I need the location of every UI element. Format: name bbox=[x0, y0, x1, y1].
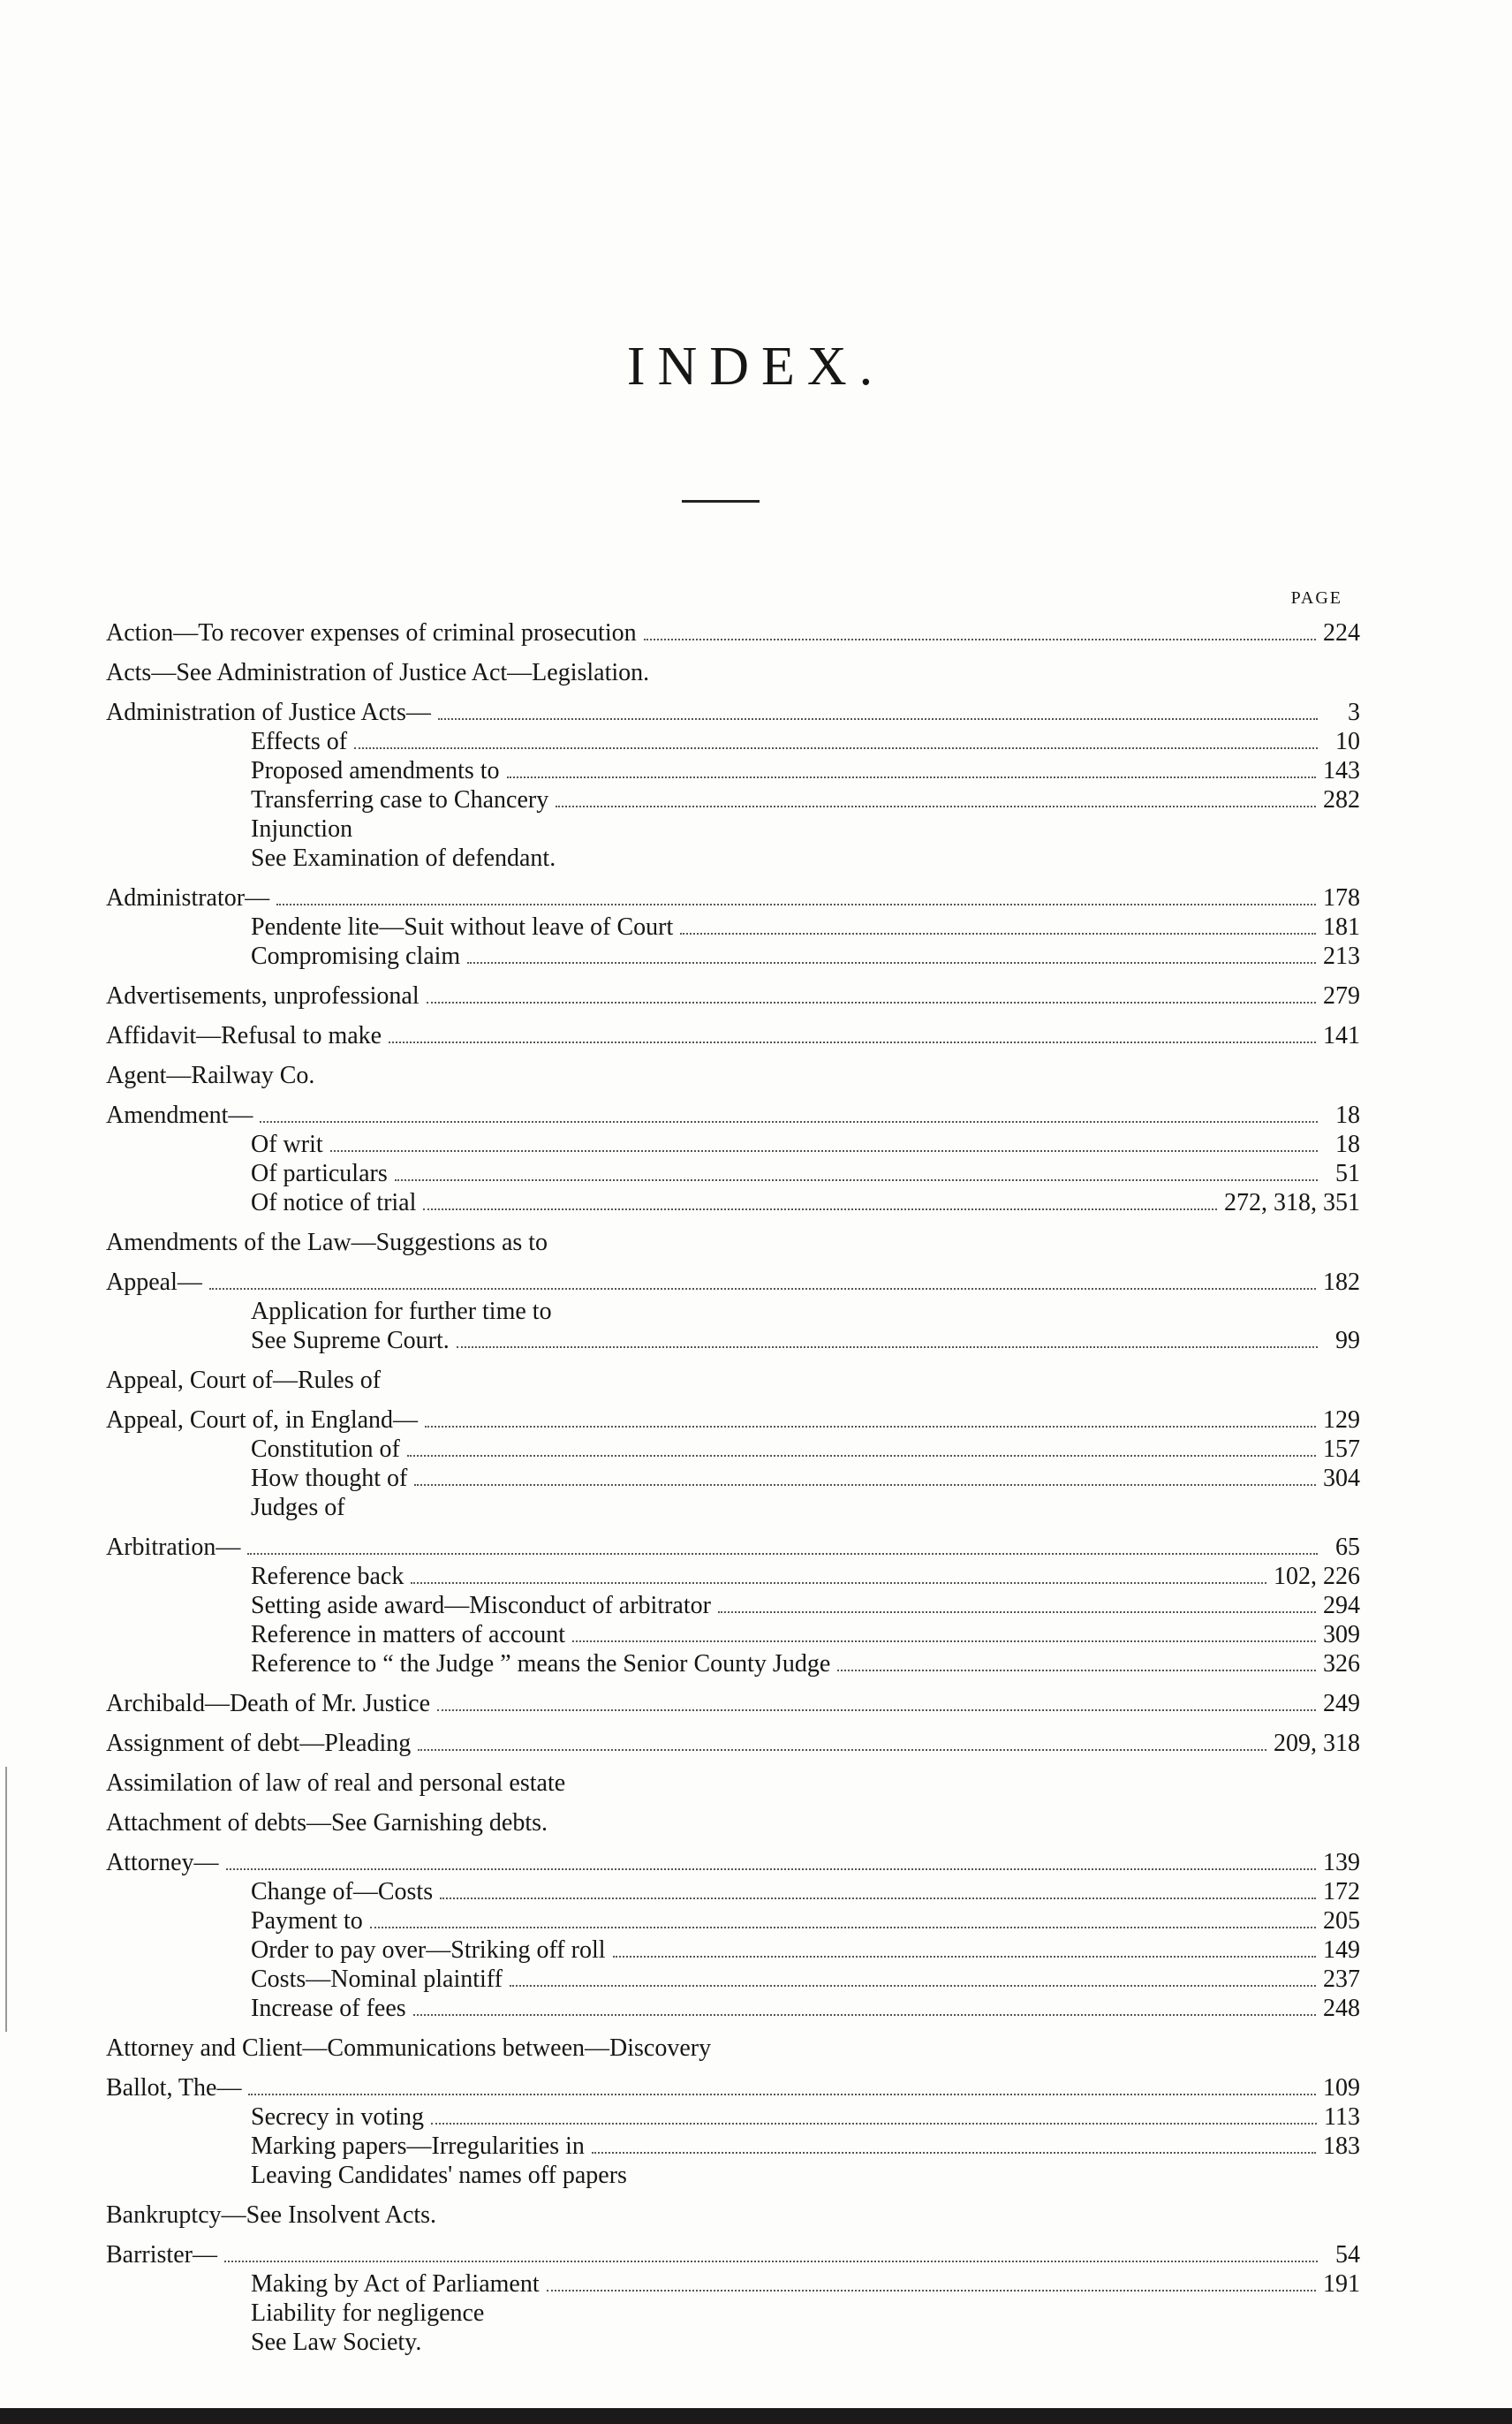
dot-leader bbox=[247, 1553, 1318, 1555]
index-entry-pages: 249 bbox=[1323, 1690, 1360, 1717]
index-entry bbox=[106, 883, 1360, 913]
index-entry bbox=[106, 2201, 1360, 2230]
index-entry-text: Attorney— bbox=[106, 1849, 219, 1876]
index-entry-text: Order to pay over—Striking off roll bbox=[251, 1936, 606, 1964]
index-entry-text: Appeal, Court of, in England— bbox=[106, 1406, 419, 1434]
index-entry bbox=[106, 1405, 1360, 1435]
dot-leader bbox=[414, 1484, 1316, 1486]
index-entry bbox=[106, 2269, 1360, 2299]
index-entry-text: Assignment of debt—Pleading bbox=[106, 1730, 412, 1757]
dot-leader bbox=[427, 1002, 1316, 1004]
index-entry bbox=[106, 756, 1360, 785]
dot-leader bbox=[592, 2152, 1316, 2154]
index-entry-text: Secrecy in voting bbox=[251, 2103, 424, 2131]
index-entry-pages: 178 bbox=[1323, 884, 1360, 912]
index-entry bbox=[106, 1021, 1360, 1050]
index-entry bbox=[106, 2328, 1360, 2357]
index-entry-text: Barrister— bbox=[106, 2241, 217, 2269]
index-entry-pages: 181 bbox=[1323, 913, 1360, 941]
dot-leader bbox=[224, 2261, 1318, 2262]
index-entry-text: Advertisements, unprofessional bbox=[106, 982, 420, 1010]
index-entry-pages: 248 bbox=[1323, 1995, 1360, 2022]
index-entry-pages: 294 bbox=[1323, 1592, 1360, 1619]
dot-leader bbox=[425, 1426, 1316, 1428]
index-entry-text: Attorney and Client—Communications between—Discovery bbox=[106, 2034, 712, 2062]
index-entry bbox=[106, 1101, 1360, 1130]
dot-leader bbox=[413, 2014, 1316, 2016]
dot-leader bbox=[226, 1868, 1316, 1870]
dot-leader bbox=[260, 1121, 1318, 1123]
index-entry bbox=[106, 1061, 1360, 1090]
index-entry bbox=[106, 2102, 1360, 2132]
index-entry-pages: 213 bbox=[1323, 943, 1360, 970]
dot-leader bbox=[718, 1611, 1316, 1613]
index-entry-pages: 304 bbox=[1323, 1465, 1360, 1492]
index-entry-text: Pendente lite—Suit without leave of Court bbox=[251, 913, 674, 941]
index-entry bbox=[106, 1297, 1360, 1326]
index-entry bbox=[106, 1435, 1360, 1464]
index-entry-pages: 282 bbox=[1323, 786, 1360, 814]
index-entry bbox=[106, 1188, 1360, 1217]
index-entry-pages: 149 bbox=[1323, 1936, 1360, 1964]
index-entry bbox=[106, 658, 1360, 687]
index-entry-text: Change of—Costs bbox=[251, 1878, 434, 1905]
index-entry bbox=[106, 1228, 1360, 1257]
index-entry-text: Reference to “ the Judge ” means the Senior County Judge bbox=[251, 1650, 831, 1678]
index-entry-text: Administrator— bbox=[106, 884, 270, 912]
index-entry-pages: 279 bbox=[1323, 982, 1360, 1010]
dot-leader bbox=[407, 1455, 1316, 1457]
index-entry-pages: 191 bbox=[1323, 2270, 1360, 2298]
index-entry-text: See Law Society. bbox=[251, 2329, 422, 2356]
dot-leader bbox=[572, 1640, 1316, 1642]
index-entry-text: Of notice of trial bbox=[251, 1189, 417, 1216]
dot-leader bbox=[467, 962, 1316, 964]
index-entry-text: How thought of bbox=[251, 1465, 408, 1492]
index-entry bbox=[106, 727, 1360, 756]
index-entry-text: Proposed amendments to bbox=[251, 757, 500, 784]
index-entry-text: Reference in matters of account bbox=[251, 1621, 566, 1648]
index-entry-text: Appeal, Court of—Rules of bbox=[106, 1367, 382, 1394]
index-entry bbox=[106, 1326, 1360, 1355]
index-entry-pages: 309 bbox=[1323, 1621, 1360, 1648]
dot-leader bbox=[395, 1179, 1318, 1181]
index-entry bbox=[106, 1562, 1360, 1591]
index-entry bbox=[106, 1268, 1360, 1297]
index-entry bbox=[106, 942, 1360, 971]
index-entry-text: Liability for negligence bbox=[251, 2299, 485, 2327]
index-entry-pages: 237 bbox=[1323, 1966, 1360, 1993]
dot-leader bbox=[613, 1956, 1316, 1958]
dot-leader bbox=[370, 1927, 1316, 1928]
index-entry-text: Constitution of bbox=[251, 1435, 400, 1463]
index-entry-text: Archibald—Death of Mr. Justice bbox=[106, 1690, 431, 1717]
index-entry bbox=[106, 1130, 1360, 1159]
index-entry-pages: 3 bbox=[1348, 699, 1360, 726]
index-entry bbox=[106, 1965, 1360, 1994]
index-entry bbox=[106, 1994, 1360, 2023]
index-entry-text: Transferring case to Chancery bbox=[251, 786, 549, 814]
scan-edge-mark bbox=[5, 1767, 7, 2032]
index-entry bbox=[106, 1649, 1360, 1678]
index-entry bbox=[106, 1729, 1360, 1758]
index-entry-pages: 143 bbox=[1323, 757, 1360, 784]
scan-bottom-edge bbox=[0, 2408, 1512, 2424]
index-entry-text: Injunction bbox=[251, 815, 353, 843]
index-entry bbox=[106, 2299, 1360, 2328]
dot-leader bbox=[440, 1898, 1316, 1899]
index-entry-text: Administration of Justice Acts— bbox=[106, 699, 431, 726]
index-entry bbox=[106, 1848, 1360, 1877]
dot-leader bbox=[248, 2094, 1316, 2095]
index-entry bbox=[106, 785, 1360, 814]
index-entry-text: Appeal— bbox=[106, 1269, 202, 1296]
index-entry-text: Action—To recover expenses of criminal prosecution bbox=[106, 619, 637, 647]
index-entry-pages: 141 bbox=[1323, 1022, 1360, 1049]
index-entry-text: Amendment— bbox=[106, 1102, 253, 1129]
index-entry-pages: 18 bbox=[1335, 1131, 1360, 1158]
page-column-label: PAGE bbox=[1290, 588, 1342, 608]
index-entry bbox=[106, 698, 1360, 727]
index-entry-text: Making by Act of Parliament bbox=[251, 2270, 540, 2298]
index-entry bbox=[106, 1464, 1360, 1493]
index-entry bbox=[106, 2073, 1360, 2102]
index-entry-pages: 65 bbox=[1335, 1534, 1360, 1561]
index-entry bbox=[106, 2240, 1360, 2269]
index-entry-pages: 157 bbox=[1323, 1435, 1360, 1463]
index-entry bbox=[106, 1808, 1360, 1837]
index-entry bbox=[106, 1493, 1360, 1522]
dot-leader bbox=[423, 1208, 1217, 1210]
index-entry bbox=[106, 844, 1360, 873]
index-entry-pages: 54 bbox=[1335, 2241, 1360, 2269]
index-entry-text: Arbitration— bbox=[106, 1534, 241, 1561]
index-entry-pages: 326 bbox=[1323, 1650, 1360, 1678]
index-entry-text: See Supreme Court. bbox=[251, 1327, 450, 1354]
dot-leader bbox=[680, 933, 1316, 935]
index-entry-text: Judges of bbox=[251, 1494, 345, 1521]
index-entry bbox=[106, 1689, 1360, 1718]
index-entry bbox=[106, 1769, 1360, 1798]
dot-leader bbox=[330, 1150, 1318, 1152]
index-entry-pages: 272, 318, 351 bbox=[1224, 1189, 1360, 1216]
index-entry bbox=[106, 1533, 1360, 1562]
index-entry bbox=[106, 1906, 1360, 1935]
index-entry-pages: 113 bbox=[1324, 2103, 1360, 2131]
dot-leader bbox=[837, 1670, 1316, 1671]
index-entry-pages: 205 bbox=[1323, 1907, 1360, 1935]
index-entry bbox=[106, 1591, 1360, 1620]
index-entry-text: Of particulars bbox=[251, 1160, 388, 1187]
index-entry-text: Of writ bbox=[251, 1131, 323, 1158]
index-entry-text: Costs—Nominal plaintiff bbox=[251, 1966, 503, 1993]
index-entry bbox=[106, 1935, 1360, 1965]
index-entry-text: See Examination of defendant. bbox=[251, 845, 556, 872]
index-entry bbox=[106, 1159, 1360, 1188]
dot-leader bbox=[431, 2123, 1317, 2125]
index-entry-text: Leaving Candidates' names off papers bbox=[251, 2162, 627, 2189]
dot-leader bbox=[510, 1985, 1316, 1987]
dot-leader bbox=[354, 747, 1318, 749]
dot-leader bbox=[437, 1709, 1316, 1711]
index-entry bbox=[106, 2034, 1360, 2063]
index-entry bbox=[106, 1877, 1360, 1906]
index-entry-pages: 102, 226 bbox=[1274, 1563, 1360, 1590]
index-entry bbox=[106, 1366, 1360, 1395]
title-rule bbox=[682, 500, 760, 503]
index-entry-text: Application for further time to bbox=[251, 1298, 552, 1325]
index-entry-text: Affidavit—Refusal to make bbox=[106, 1022, 382, 1049]
index-entry-pages: 224 bbox=[1323, 619, 1360, 647]
dot-leader bbox=[457, 1346, 1318, 1348]
index-entry-pages: 172 bbox=[1323, 1878, 1360, 1905]
index-entry-text: Acts—See Administration of Justice Act—Legislation. bbox=[106, 659, 650, 686]
index-entry-pages: 139 bbox=[1323, 1849, 1360, 1876]
index-list bbox=[106, 618, 1360, 2357]
index-entry-pages: 129 bbox=[1323, 1406, 1360, 1434]
dot-leader bbox=[644, 639, 1316, 640]
index-entry-text: Assimilation of law of real and personal estate bbox=[106, 1769, 566, 1797]
index-entry-text: Agent—Railway Co. bbox=[106, 1062, 315, 1089]
index-entry-pages: 209, 318 bbox=[1274, 1730, 1360, 1757]
dot-leader bbox=[276, 904, 1316, 905]
dot-leader bbox=[507, 776, 1316, 778]
index-entry bbox=[106, 2161, 1360, 2190]
index-entry bbox=[106, 814, 1360, 844]
index-entry bbox=[106, 981, 1360, 1011]
index-entry-text: Attachment of debts—See Garnishing debts. bbox=[106, 1809, 548, 1837]
dot-leader bbox=[438, 718, 1318, 720]
dot-leader bbox=[411, 1582, 1266, 1584]
index-entry-pages: 99 bbox=[1335, 1327, 1360, 1354]
index-entry-text: Bankruptcy—See Insolvent Acts. bbox=[106, 2201, 437, 2229]
dot-leader bbox=[418, 1749, 1266, 1751]
index-entry-text: Increase of fees bbox=[251, 1995, 406, 2022]
index-entry-text: Marking papers—Irregularities in bbox=[251, 2132, 585, 2160]
page-title: INDEX. bbox=[626, 337, 886, 397]
index-entry bbox=[106, 1620, 1360, 1649]
index-entry-text: Payment to bbox=[251, 1907, 363, 1935]
index-entry-text: Ballot, The— bbox=[106, 2074, 242, 2102]
index-entry bbox=[106, 913, 1360, 942]
dot-leader bbox=[556, 806, 1316, 807]
index-entry-text: Setting aside award—Misconduct of arbitrator bbox=[251, 1592, 711, 1619]
index-entry bbox=[106, 618, 1360, 648]
index-entry-text: Effects of bbox=[251, 728, 348, 755]
index-entry-pages: 109 bbox=[1323, 2074, 1360, 2102]
index-entry-text: Amendments of the Law—Suggestions as to bbox=[106, 1229, 548, 1256]
index-entry-pages: 183 bbox=[1323, 2132, 1360, 2160]
dot-leader bbox=[209, 1288, 1316, 1290]
dot-leader bbox=[547, 2290, 1316, 2291]
dot-leader bbox=[389, 1042, 1316, 1043]
index-entry-pages: 51 bbox=[1335, 1160, 1360, 1187]
index-entry-text: Compromising claim bbox=[251, 943, 461, 970]
index-entry-pages: 18 bbox=[1335, 1102, 1360, 1129]
index-entry-pages: 182 bbox=[1323, 1269, 1360, 1296]
index-entry bbox=[106, 2132, 1360, 2161]
index-entry-text: Reference back bbox=[251, 1563, 404, 1590]
index-entry-pages: 10 bbox=[1335, 728, 1360, 755]
